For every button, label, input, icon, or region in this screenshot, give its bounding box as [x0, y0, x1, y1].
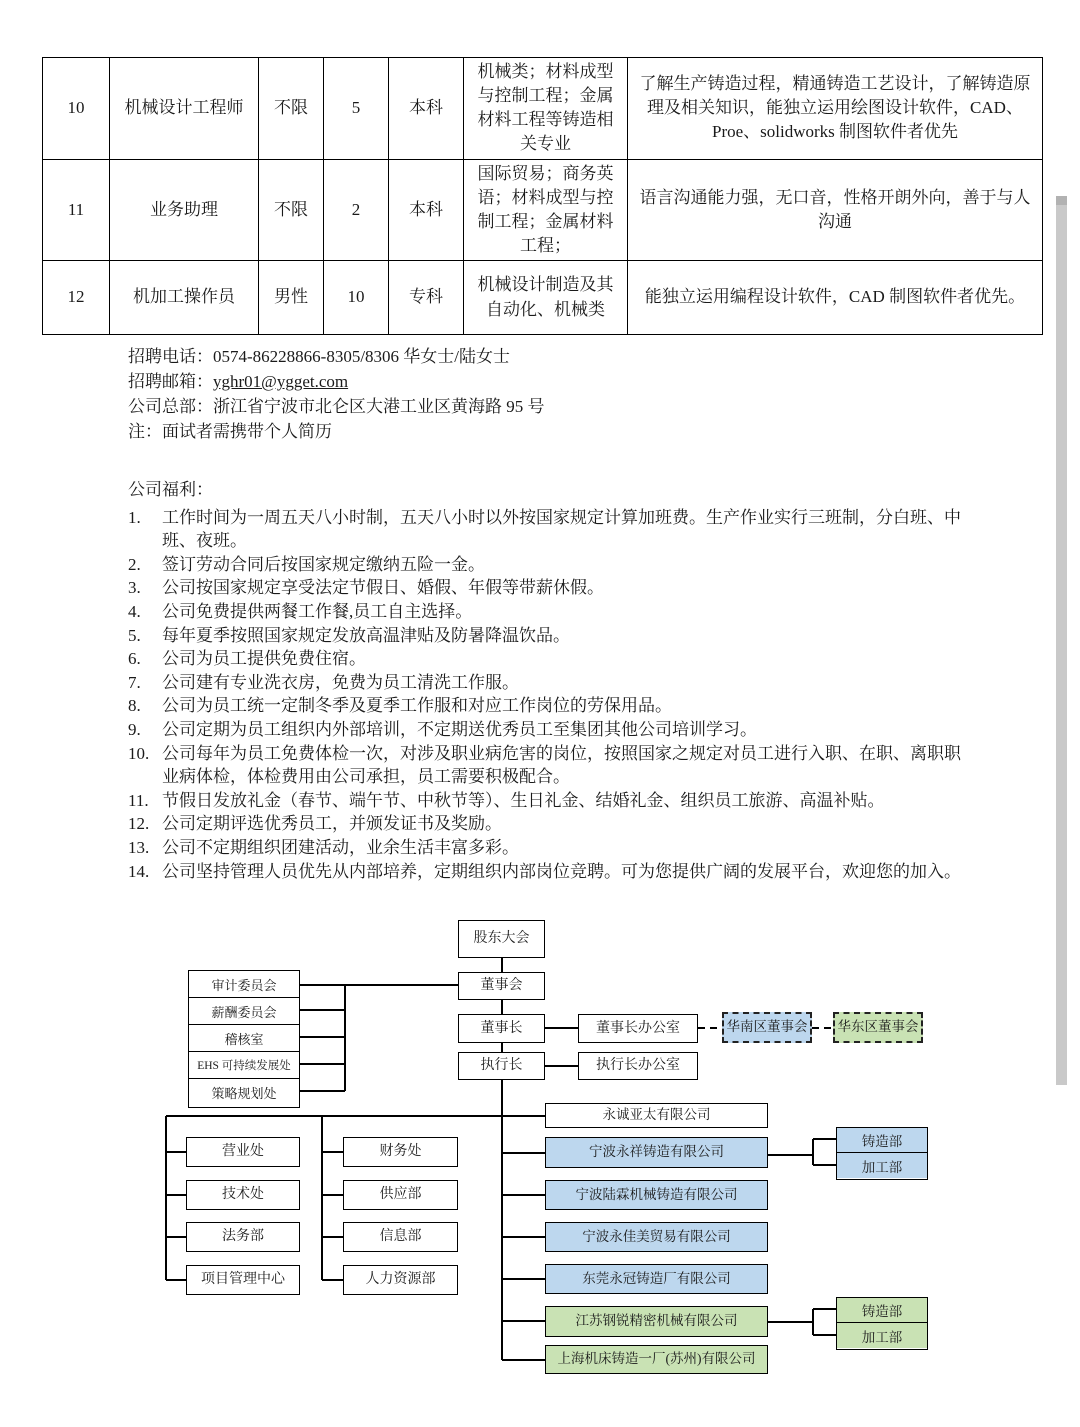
item-number: 9. [128, 719, 141, 739]
contact-note-row [128, 419, 545, 444]
item-number: 12. [128, 814, 150, 834]
cell-requirements: 了解生产铸造过程，精通铸造工艺设计，了解铸造原理及相关知识，能独立运用绘图设计软件，CAD、Proe、solidworks 制图软件者优先 [628, 58, 1043, 160]
list-item [128, 576, 976, 600]
org-node-dept: 供应部 [343, 1180, 458, 1210]
cell-position: 业务助理 [110, 159, 259, 261]
cell-major: 机械设计制造及其自动化、机械类 [464, 261, 628, 335]
cell-education: 本科 [389, 159, 464, 261]
hq-label: 公司总部： [128, 397, 213, 416]
org-node-company: 永诚亚太有限公司 [545, 1103, 768, 1128]
cell-position: 机械设计工程师 [110, 58, 259, 160]
list-item [128, 506, 976, 553]
cell-gender: 不限 [259, 58, 324, 160]
org-node-machining-dept: 加工部 [837, 1323, 927, 1348]
cell-count: 2 [324, 159, 389, 261]
org-chart [150, 905, 1080, 1390]
org-node-dept: 项目管理中心 [186, 1265, 300, 1295]
item-number: 2. [128, 554, 141, 574]
list-item [128, 671, 976, 695]
item-text: 公司坚持管理人员优先从内部培养，定期组织内部岗位竞聘。可为您提供广阔的发展平台，欢迎您的加入。 [162, 861, 961, 881]
list-item [128, 860, 976, 884]
cell-major: 国际贸易；商务英语；材料成型与控制工程；金属材料工程； [464, 159, 628, 261]
org-node-east-board: 华东区董事会 [833, 1012, 923, 1043]
benefits-title: 公司福利： [128, 480, 213, 499]
item-number: 11. [128, 790, 149, 810]
org-node-executive-office: 执行长办公室 [578, 1052, 698, 1080]
org-node-committee: 薪酬委员会 [189, 998, 299, 1025]
org-node-dept: 财务处 [343, 1137, 458, 1167]
org-node-chairman: 董事长 [458, 1014, 545, 1043]
cell-gender: 男性 [259, 261, 324, 335]
item-number: 14. [128, 861, 150, 881]
cell-education: 专科 [389, 261, 464, 335]
org-committees [188, 970, 300, 1108]
org-node-company: 江苏钢锐精密机械有限公司 [545, 1306, 768, 1337]
contact-block [128, 344, 545, 444]
item-text: 公司不定期组织团建活动，业余生活丰富多彩。 [162, 837, 519, 857]
item-text: 签订劳动合同后按国家规定缴纳五险一金。 [162, 554, 485, 574]
org-dept-pair-bottom [836, 1297, 928, 1350]
cell-requirements: 语言沟通能力强，无口音，性格开朗外向，善于与人沟通 [628, 159, 1043, 261]
item-text: 公司免费提供两餐工作餐,员工自主选择。 [162, 601, 473, 621]
table-row [43, 159, 1043, 261]
org-node-committee: 策略规划处 [211, 1086, 277, 1101]
item-number: 5. [128, 625, 141, 645]
cell-no: 10 [43, 58, 110, 160]
org-node-casting-dept: 铸造部 [837, 1128, 927, 1153]
org-node-company: 宁波永佳美贸易有限公司 [545, 1222, 768, 1252]
org-node-dept: 技术处 [186, 1180, 300, 1210]
org-node-chairman-office: 董事长办公室 [578, 1014, 698, 1043]
list-item [128, 647, 976, 671]
hq-value: 浙江省宁波市北仑区大港工业区黄海路 95 号 [213, 397, 545, 416]
item-number: 6. [128, 649, 141, 669]
list-item [128, 553, 976, 577]
item-text: 公司按国家规定享受法定节假日、婚假、年假等带薪休假。 [162, 578, 604, 598]
list-item [128, 789, 976, 813]
org-node-committee: EHS 可持续发展处 [189, 1052, 299, 1079]
org-dept-pair-top [836, 1127, 928, 1180]
org-node-company: 宁波永祥铸造有限公司 [545, 1137, 768, 1168]
org-node-dept: 信息部 [343, 1222, 458, 1252]
email-link[interactable]: yghr01@ygget.com [213, 372, 349, 391]
cell-gender: 不限 [259, 159, 324, 261]
org-node-company: 宁波陆霖机械铸造有限公司 [545, 1180, 768, 1210]
cell-requirements: 能独立运用编程设计软件，CAD 制图软件者优先。 [628, 261, 1043, 335]
table-row [43, 58, 1043, 160]
org-node-executive: 执行长 [458, 1052, 545, 1080]
item-number: 3. [128, 578, 141, 598]
phone-label: 招聘电话： [128, 347, 213, 366]
benefits-section [128, 478, 976, 883]
cell-no: 11 [43, 159, 110, 261]
list-item [128, 624, 976, 648]
list-item [128, 600, 976, 624]
cell-position: 机加工操作员 [110, 261, 259, 335]
contact-email-row [128, 369, 545, 394]
list-item [128, 836, 976, 860]
note-label: 注： [128, 422, 162, 441]
org-node-committee: 审计委员会 [189, 971, 299, 998]
item-text: 工作时间为一周五天八小时制，五天八小时以外按国家规定计算加班费。生产作业实行三班制，分白班、中班、夜班。 [162, 507, 961, 551]
org-node-dept: 人力资源部 [343, 1265, 458, 1295]
org-node-board: 董事会 [458, 972, 545, 1000]
cell-count: 5 [324, 58, 389, 160]
item-number: 10. [128, 743, 150, 763]
org-node-shareholders: 股东大会 [458, 920, 545, 958]
org-node-casting-dept: 铸造部 [837, 1298, 927, 1323]
item-number: 13. [128, 837, 150, 857]
cell-education: 本科 [389, 58, 464, 160]
item-text: 公司建有专业洗衣房，免费为员工清洗工作服。 [162, 672, 519, 692]
list-item [128, 718, 976, 742]
item-number: 7. [128, 672, 141, 692]
org-node-company: 东莞永冠铸造厂有限公司 [545, 1264, 768, 1294]
item-text: 公司为员工提供免费住宿。 [162, 649, 366, 669]
item-text: 每年夏季按照国家规定发放高温津贴及防暑降温饮品。 [162, 625, 570, 645]
phone-value: 0574-86228866-8305/8306 华女士/陆女士 [213, 347, 511, 366]
table-row [43, 261, 1043, 335]
org-node-dept: 法务部 [186, 1222, 300, 1252]
item-text: 公司定期评选优秀员工，并颁发证书及奖励。 [162, 814, 502, 834]
cell-count: 10 [324, 261, 389, 335]
org-node-machining-dept: 加工部 [837, 1153, 927, 1178]
cell-major: 机械类；材料成型与控制工程；金属材料工程等铸造相关专业 [464, 58, 628, 160]
note-value: 面试者需携带个人简历 [162, 422, 332, 441]
org-node-dept: 营业处 [186, 1137, 300, 1167]
org-node-company: 上海机床铸造一厂(苏州)有限公司 [545, 1345, 768, 1374]
org-node-south-board: 华南区董事会 [722, 1012, 812, 1043]
job-table [42, 57, 1043, 335]
list-item [128, 812, 976, 836]
item-text: 公司定期为员工组织内外部培训，不定期送优秀员工至集团其他公司培训学习。 [162, 719, 757, 739]
item-number: 8. [128, 696, 141, 716]
list-item [128, 742, 976, 789]
contact-hq-row [128, 394, 545, 419]
cell-no: 12 [43, 261, 110, 335]
item-text: 节假日发放礼金（春节、端午节、中秋节等）、生日礼金、结婚礼金、组织员工旅游、高温补贴。 [162, 790, 885, 810]
item-text: 公司每年为员工免费体检一次，对涉及职业病危害的岗位，按照国家之规定对员工进行入职、在职、离职职业病体检，体检费用由公司承担，员工需要积极配合。 [162, 743, 961, 787]
scrollbar-thumb[interactable] [1056, 196, 1067, 1085]
item-number: 1. [128, 507, 141, 527]
email-label: 招聘邮箱： [128, 372, 213, 391]
contact-phone-row [128, 344, 545, 369]
org-node-committee: 稽核室 [189, 1025, 299, 1052]
item-number: 4. [128, 601, 141, 621]
item-text: 公司为员工统一定制冬季及夏季工作服和对应工作岗位的劳保用品。 [162, 696, 672, 716]
list-item [128, 694, 976, 718]
